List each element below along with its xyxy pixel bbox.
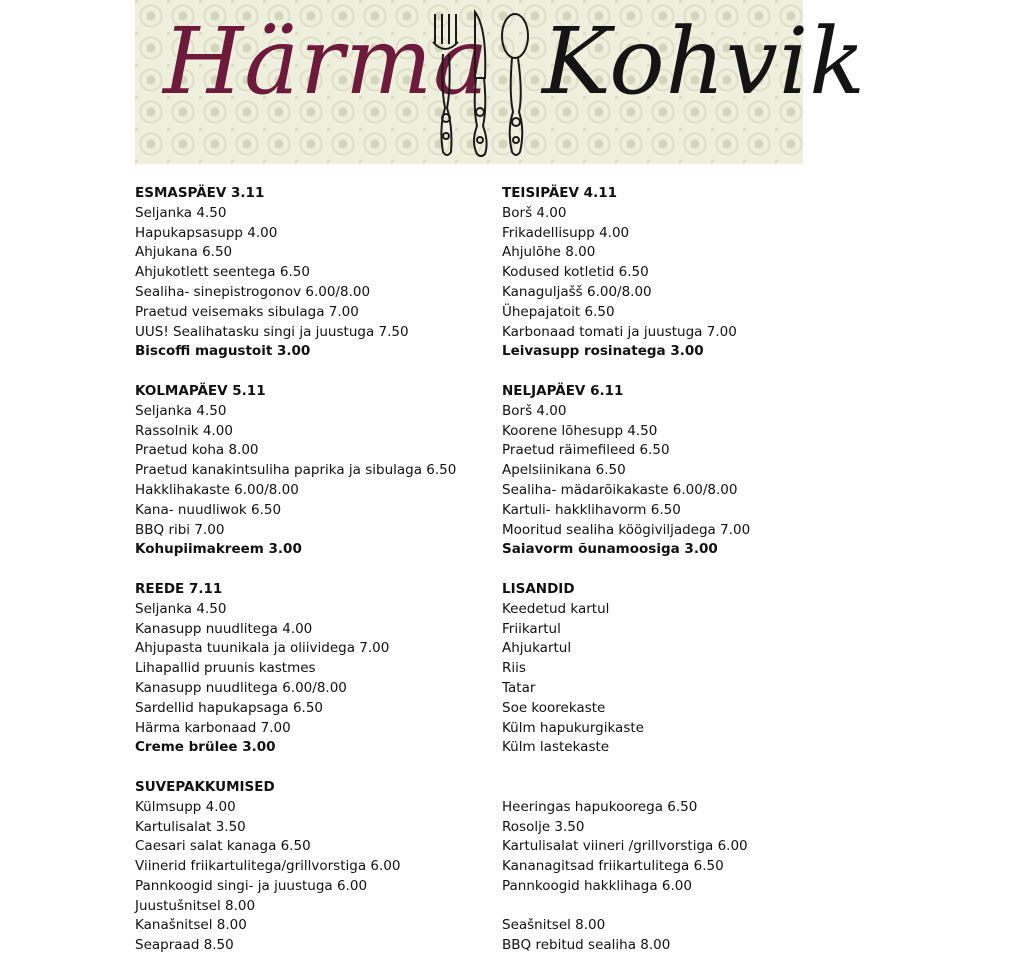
dessert-item: Creme brülee 3.00 xyxy=(135,739,276,756)
menu-item: Sealiha- mädarõikakaste 6.00/8.00 xyxy=(502,481,738,498)
knife-icon xyxy=(474,12,487,156)
dessert-item: Kohupiimakreem 3.00 xyxy=(135,541,302,558)
menu-item: Tatar xyxy=(502,679,536,696)
logo-harma: Härma xyxy=(163,8,490,115)
menu-item: Rosolje 3.50 xyxy=(502,818,585,835)
section-gap xyxy=(502,897,862,917)
section-heading: TEISIPÄEV 4.11 xyxy=(502,185,617,201)
menu-section xyxy=(135,382,495,560)
menu-section xyxy=(135,778,495,956)
menu-item: Soe koorekaste xyxy=(502,699,606,716)
menu-item: Hapukapsasupp 4.00 xyxy=(135,224,278,241)
menu-item: Kartulisalat viineri /grillvorstiga 6.00 xyxy=(502,838,748,855)
menu-item: Seljanka 4.50 xyxy=(135,402,227,419)
menu-section xyxy=(502,916,862,956)
dessert-item: Biscoffi magustoit 3.00 xyxy=(135,343,311,360)
menu-item: Kartuli- hakklihavorm 6.50 xyxy=(502,501,681,518)
menu-item: Ühepajatoit 6.50 xyxy=(502,303,615,320)
menu-item: Borš 4.00 xyxy=(502,402,567,419)
section-gap xyxy=(502,778,862,798)
menu-item: Kana- nuudliwok 6.50 xyxy=(135,501,282,518)
menu-item: Koorene lõhesupp 4.50 xyxy=(502,422,658,439)
menu-item: Pannkoogid singi- ja juustuga 6.00 xyxy=(135,877,368,894)
menu-item: Caesari salat kanaga 6.50 xyxy=(135,838,311,855)
menu-item: Hakklihakaste 6.00/8.00 xyxy=(135,481,299,498)
menu-item: Karbonaad tomati ja juustuga 7.00 xyxy=(502,323,737,340)
section-heading: NELJAPÄEV 6.11 xyxy=(502,382,624,399)
menu-item: Härma karbonaad 7.00 xyxy=(135,719,291,736)
dessert-item: Leivasupp rosinatega 3.00 xyxy=(502,343,704,360)
menu-item: Sardellid hapukapsaga 6.50 xyxy=(135,699,324,716)
menu-item: Sealiha- sinepistrogonov 6.00/8.00 xyxy=(135,283,371,300)
section-gap xyxy=(135,758,495,778)
menu-section xyxy=(502,184,862,362)
fork-icon xyxy=(433,14,458,155)
menu-item: Praetud veisemaks sibulaga 7.00 xyxy=(135,303,359,320)
menu-item: Külm lastekaste xyxy=(502,739,610,756)
menu-item: Friikartul xyxy=(502,620,561,637)
menu-section xyxy=(502,798,862,897)
menu-item: Kartulisalat 3.50 xyxy=(135,818,246,835)
menu-item: Kananagitsad friikartulitega 6.50 xyxy=(502,858,724,875)
section-gap xyxy=(502,560,862,580)
section-gap xyxy=(135,362,495,382)
header-banner xyxy=(135,0,867,164)
menu-item: Lihapallid pruunis kastmes xyxy=(135,660,316,677)
section-heading: SUVEPAKKUMISED xyxy=(135,778,275,795)
menu-item: Kanasupp nuudlitega 6.00/8.00 xyxy=(135,679,347,696)
menu-item: BBQ ribi 7.00 xyxy=(135,521,225,538)
menu-column-left xyxy=(135,184,495,956)
menu-item: Seljanka 4.50 xyxy=(135,600,227,617)
section-gap xyxy=(135,560,495,580)
section-heading: REEDE 7.11 xyxy=(135,580,223,597)
menu-item: Seapraad 8.50 xyxy=(135,937,234,954)
menu-item: Heeringas hapukoorega 6.50 xyxy=(502,798,698,815)
menu-item: Ahjulõhe 8.00 xyxy=(502,244,596,261)
menu-item: Riis xyxy=(502,660,526,677)
menu-section xyxy=(502,382,862,560)
menu-section xyxy=(502,580,862,758)
menu-item: Mooritud sealiha köögiviljadega 7.00 xyxy=(502,521,751,538)
menu-item: Praetud koha 8.00 xyxy=(135,442,259,459)
menu-item: Frikadellisupp 4.00 xyxy=(502,224,630,241)
menu-item: Borš 4.00 xyxy=(502,204,567,221)
menu-item: Ahjukartul xyxy=(502,640,572,657)
spoon-icon xyxy=(502,14,528,155)
menu-item: Külmsupp 4.00 xyxy=(135,798,236,815)
menu-item: Ahjupasta tuunikala ja oliividega 7.00 xyxy=(135,640,390,657)
menu-item: Seljanka 4.50 xyxy=(135,204,227,221)
cutlery-icons xyxy=(425,8,537,158)
menu-column-right xyxy=(502,184,862,956)
menu-item: UUS! Sealihatasku singi ja juustuga 7.50 xyxy=(135,323,409,340)
menu-item: Külm hapukurgikaste xyxy=(502,719,644,736)
section-gap xyxy=(502,362,862,382)
menu-item: Kanasupp nuudlitega 4.00 xyxy=(135,620,313,637)
menu-item: Ahjukana 6.50 xyxy=(135,244,233,261)
menu-item: Kanašnitsel 8.00 xyxy=(135,917,247,934)
menu-item: Apelsiinikana 6.50 xyxy=(502,462,626,479)
section-heading: LISANDID xyxy=(502,580,575,597)
menu-section xyxy=(135,184,495,362)
menu-item: Praetud kanakintsuliha paprika ja sibulaga 6.50 xyxy=(135,462,457,479)
logo-kohvik: Kohvik xyxy=(542,8,867,115)
menu-section xyxy=(135,580,495,758)
menu-item: Seašnitsel 8.00 xyxy=(502,917,606,934)
menu-item: Kodused kotletid 6.50 xyxy=(502,264,649,281)
menu-item: Pannkoogid hakklihaga 6.00 xyxy=(502,877,692,894)
menu-item: Ahjukotlett seentega 6.50 xyxy=(135,264,310,281)
section-heading: KOLMAPÄEV 5.11 xyxy=(135,382,266,399)
section-gap xyxy=(502,758,862,778)
menu-item: Viinerid friikartulitega/grillvorstiga 6.00 xyxy=(135,858,401,875)
menu-item: Rassolnik 4.00 xyxy=(135,422,233,439)
menu-item: Kanaguljašš 6.00/8.00 xyxy=(502,283,652,300)
menu-item: Keedetud kartul xyxy=(502,600,610,617)
section-heading: ESMASPÄEV 3.11 xyxy=(135,185,265,201)
menu-item: Juustušnitsel 8.00 xyxy=(135,897,256,914)
menu-item: BBQ rebitud sealiha 8.00 xyxy=(502,937,671,954)
menu-item: Praetud räimefileed 6.50 xyxy=(502,442,670,459)
dessert-item: Saiavorm õunamoosiga 3.00 xyxy=(502,541,718,558)
